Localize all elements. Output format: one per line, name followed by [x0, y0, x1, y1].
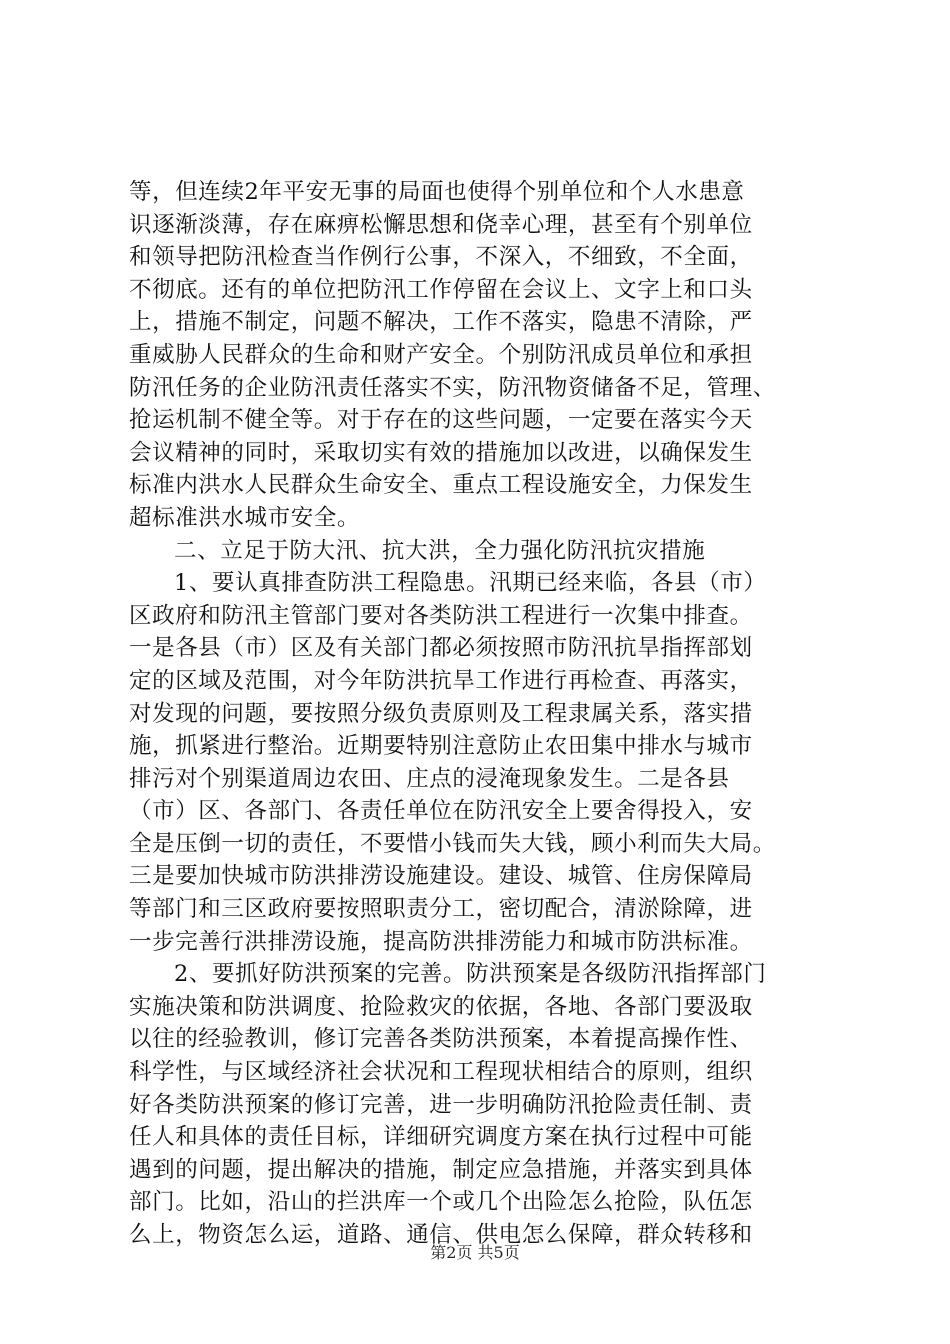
- text-line: 定的区域及范围，对今年防洪抗旱工作进行再检查、再落实，: [129, 667, 753, 694]
- text-line: 区政府和防汛主管部门要对各类防洪工程进行一次集中排查。: [129, 602, 753, 629]
- text-line: 会议精神的同时，采取切实有效的措施加以改进，以确保发生: [129, 439, 753, 466]
- text-line: 好各类防洪预案的修订完善，进一步明确防汛抢险责任制、责: [129, 1091, 753, 1118]
- document-body: [129, 176, 829, 1252]
- text-line: （市）区、各部门、各责任单位在防汛安全上要舍得投入，安: [129, 798, 753, 825]
- text-line: 2、要抓好防洪预案的完善。防洪预案是各级防汛指挥部门: [174, 961, 767, 988]
- text-line: 上，措施不制定，问题不解决，工作不落实，隐患不清除，严: [129, 309, 753, 336]
- text-line: 遇到的问题，提出解决的措施，制定应急措施，并落实到具体: [129, 1156, 753, 1183]
- text-line: 三是要加快城市防洪排涝设施建设。建设、城管、住房保障局: [129, 863, 753, 890]
- text-line: 不彻底。还有的单位把防汛工作停留在会议上、文字上和口头: [129, 276, 753, 303]
- text-line: 对发现的问题，要按照分级负责原则及工程隶属关系，落实措: [129, 700, 753, 727]
- text-line: 识逐渐淡薄，存在麻痹松懈思想和侥幸心理，甚至有个别单位: [129, 211, 753, 238]
- text-line: 超标准洪水城市安全。: [129, 504, 361, 531]
- text-line: 防汛任务的企业防汛责任落实不实，防汛物资储备不足，管理、: [129, 374, 776, 401]
- text-line: 全是压倒一切的责任，不要惜小钱而失大钱，顾小利而失大局。: [129, 830, 776, 857]
- page-footer: 第2页 共5页: [430, 1243, 520, 1262]
- text-line: 施，抓紧进行整治。近期要特别注意防止农田集中排水与城市: [129, 733, 753, 760]
- text-line: 排污对个别渠道周边农田、庄点的浸淹现象发生。二是各县: [129, 765, 730, 792]
- text-line: 一是各县（市）区及有关部门都必须按照市防汛抗旱指挥部划: [129, 635, 753, 662]
- text-line: 等，但连续2年平安无事的局面也使得个别单位和个人水患意: [129, 179, 745, 205]
- text-line: 标准内洪水人民群众生命安全、重点工程设施安全，力保发生: [129, 472, 753, 499]
- text-line: 部门。比如，沿山的拦洪库一个或几个出险怎么抢险，队伍怎: [129, 1189, 753, 1216]
- text-line: 和领导把防汛检查当作例行公事，不深入，不细致，不全面，: [129, 244, 753, 271]
- text-line: 么上，物资怎么运，道路、通信、供电怎么保障，群众转移和: [129, 1222, 753, 1248]
- text-line: 实施决策和防洪调度、抢险救灾的依据，各地、各部门要汲取: [129, 993, 753, 1020]
- text-line: 任人和具体的责任目标，详细研究调度方案在执行过程中可能: [129, 1124, 753, 1151]
- text-line: 重威胁人民群众的生命和财产安全。个别防汛成员单位和承担: [129, 341, 753, 368]
- text-line: 1、要认真排查防洪工程隐患。汛期已经来临，各县（市）: [174, 570, 767, 597]
- text-line: 一步完善行洪排涝设施，提高防洪排涝能力和城市防洪标准。: [129, 928, 753, 955]
- text-line: 等部门和三区政府要按照职责分工，密切配合，清淤除障，进: [129, 896, 753, 923]
- text-line: 二、立足于防大汛、抗大洪，全力强化防汛抗灾措施: [174, 537, 706, 564]
- text-line: 以往的经验教训，修订完善各类防洪预案，本着提高操作性、: [129, 1026, 753, 1053]
- text-line: 抢运机制不健全等。对于存在的这些问题，一定要在落实今天: [129, 407, 753, 434]
- text-line: 科学性，与区域经济社会状况和工程现状相结合的原则，组织: [129, 1059, 753, 1086]
